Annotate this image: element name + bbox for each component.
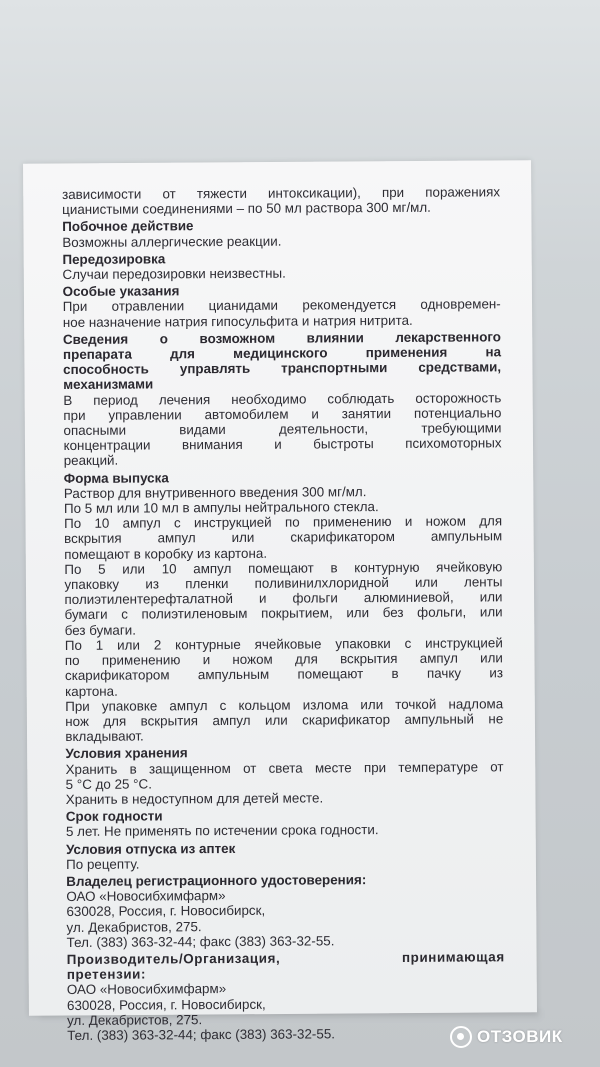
form-line: по применению и ножом для вскрытия ампул или <box>64 650 503 669</box>
form-line: нож для вскрытия ампул или скарификатор ампульный не <box>65 711 504 729</box>
overdose-line: Случаи передозировки неизвестны. <box>62 265 286 283</box>
form-line: По 10 ампул с инструкцией по применению и ножом для <box>64 513 503 532</box>
driving-title-line: препарата для медицинского применения на <box>62 344 502 363</box>
side-effects-line: Возможны аллергические реакции. <box>62 233 282 250</box>
form-line: упаковку из пленки поливинилхлоридной или ленты <box>64 574 503 593</box>
manufacturer-line: ул. Декабристов, 275. <box>67 1011 203 1028</box>
section-heading-storage: Условия хранения <box>65 745 188 762</box>
holder-line: ул. Декабристов, 275. <box>66 918 202 935</box>
shelf-life-line: 5 лет. Не применять по истечении срока годности. <box>65 822 379 840</box>
form-line: По 5 мл или 10 мл в ампулы нейтрального стекла. <box>63 499 379 517</box>
form-line: без бумаги. <box>64 622 136 638</box>
form-line: При упаковке ампул с кольцом излома или точкой надлома <box>65 696 504 714</box>
holder-line: ОАО «Новосибхимфарм» <box>66 888 226 905</box>
storage-line: 5 °С до 25 °С. <box>65 776 152 792</box>
section-heading-form: Форма выпуска <box>63 470 169 486</box>
driving-line: концентрации внимания и быстроты психомоторных <box>63 435 502 454</box>
holder-line: 630028, Россия, г. Новосибирск, <box>66 903 266 920</box>
intro-line: цианистыми соединениями – по 50 мл раствора 300 мг/мл. <box>62 199 431 218</box>
storage-line: Хранить в защищенном от света месте при температуре от <box>65 758 504 777</box>
driving-title-line: способность управлять транспортными средствами, <box>63 359 502 378</box>
section-heading-dispensing: Условия отпуска из аптек <box>65 840 236 857</box>
manufacturer-title-line: претензии: <box>66 966 147 983</box>
driving-title-line: механизмами <box>63 376 154 393</box>
form-line: По 1 или 2 контурные ячейковые упаковки с инструкцией <box>64 635 503 653</box>
leaflet-text <box>62 184 505 1043</box>
driving-line: В период лечения необходимо соблюдать осторожность <box>63 389 502 408</box>
form-line: вскрытия ампул или скарификатором ампульным <box>64 528 503 547</box>
form-line: помещают в коробку из картона. <box>64 545 268 562</box>
otzovik-logo-icon <box>450 1026 472 1048</box>
form-line: скарификатором ампульным помещают в пачку из <box>64 665 504 684</box>
special-line: ное назначение натрия гипосульфита и натрия нитрита. <box>62 312 413 330</box>
section-heading-holder: Владелец регистрационного удостоверения: <box>66 872 367 889</box>
section-heading-manufacturer <box>67 949 505 982</box>
otzovik-watermark <box>450 1026 563 1048</box>
manufacturer-title-line: Производитель/Организация, принимающая <box>66 949 505 967</box>
storage-line: Хранить в недоступном для детей месте. <box>65 790 324 807</box>
manufacturer-line: Тел. (383) 363-32-44; факс (383) 363-32-55. <box>67 1026 336 1043</box>
special-line: При отравлении цианидами рекомендуется одновремен- <box>62 296 501 315</box>
manufacturer-line: ОАО «Новосибхимфарм» <box>66 981 227 998</box>
section-heading-overdose: Передозировка <box>62 251 166 267</box>
section-heading-side-effects: Побочное действие <box>62 218 194 235</box>
driving-line: опасными видами деятельности, требующими <box>63 420 502 439</box>
form-line: полиэтилентерефталатной и фольги алюминиевой, или <box>64 589 503 608</box>
section-heading-special: Особые указания <box>62 283 180 300</box>
driving-title-line: Сведения о возможном влиянии лекарственного <box>62 329 501 347</box>
section-heading-shelf-life: Срок годности <box>65 808 163 825</box>
form-line: Раствор для внутривенного введения 300 мг/мл. <box>63 484 367 501</box>
holder-line: Тел. (383) 363-32-44; факс (383) 363-32-55. <box>66 933 335 950</box>
intro-line: зависимости от тяжести интоксикации), при поражениях <box>62 184 501 202</box>
form-line: По 5 или 10 ампул помещают в контурную ячейковую <box>64 559 503 577</box>
manufacturer-line: 630028, Россия, г. Новосибирск, <box>66 996 266 1013</box>
watermark-text: ОТЗОВИК <box>477 1027 563 1046</box>
driving-line: реакций. <box>63 453 119 469</box>
form-line: картона. <box>65 683 118 699</box>
form-line: бумаги с полиэтиленовым покрытием, или без фольги, или <box>64 604 503 623</box>
section-heading-driving <box>63 329 501 392</box>
dispensing-line: По рецепту. <box>66 856 140 872</box>
driving-line: при управлении автомобилем и занятии потенциально <box>63 405 502 423</box>
form-line: вкладывают. <box>65 728 144 745</box>
